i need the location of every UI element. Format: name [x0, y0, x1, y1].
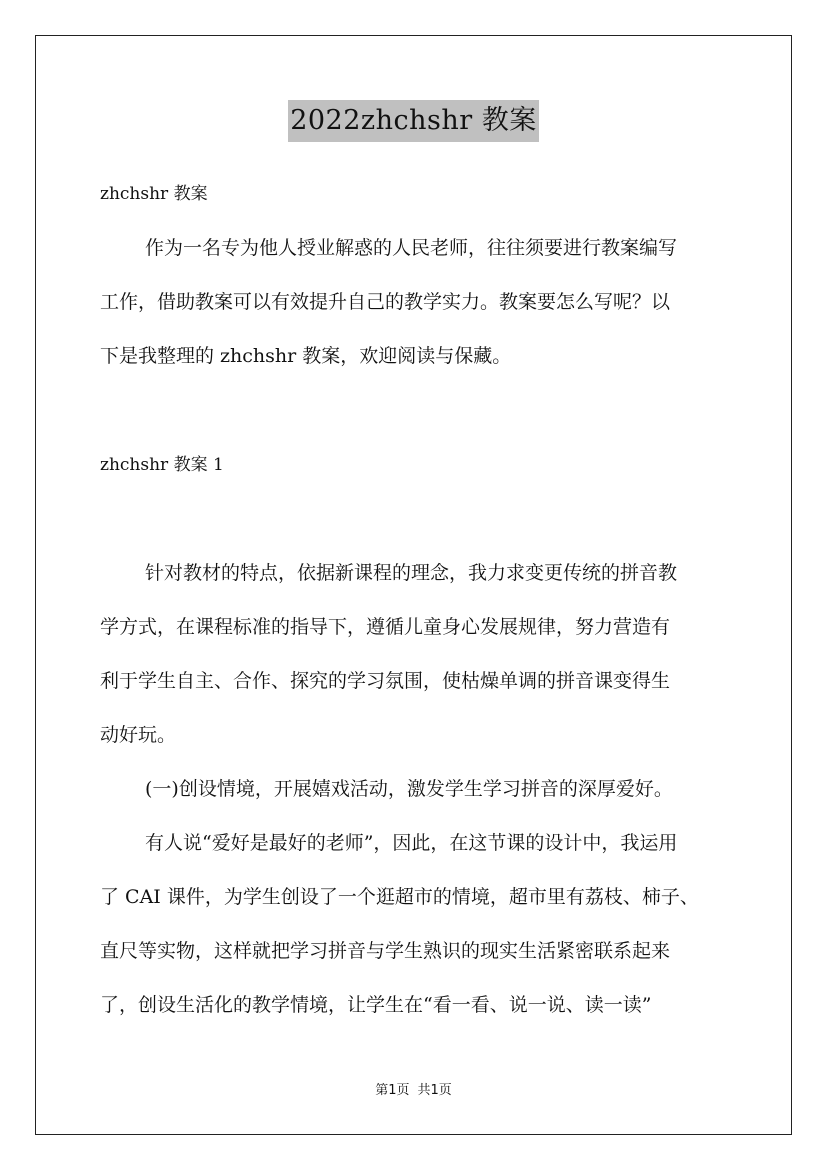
document-title: 2022zhchshr 教案: [288, 100, 539, 142]
intro-line: 作为一名专为他人授业解惑的人民老师，往往须要进行教案编写: [145, 237, 678, 259]
page-number-total: 共1页: [417, 1083, 452, 1098]
body-line: 了 CAI 课件，为学生创设了一个逛超市的情境，超市里有荔枝、柿子、: [100, 886, 699, 908]
section-heading-main: zhchshr 教案: [100, 184, 208, 204]
body-line: 学方式，在课程标准的指导下，遵循儿童身心发展规律，努力营造有: [100, 616, 671, 638]
title-container: [0, 100, 827, 142]
body-line: 有人说“爱好是最好的老师”，因此，在这节课的设计中，我运用: [145, 832, 678, 854]
body-line: 了，创设生活化的教学情境，让学生在“看一看、说一说、读一读”: [100, 994, 652, 1016]
body-line: 针对教材的特点，依据新课程的理念，我力求变更传统的拼音教: [145, 562, 678, 584]
body-line: 直尺等实物，这样就把学习拼音与学生熟识的现实生活紧密联系起来: [100, 940, 671, 962]
page-number-current: 第1页: [375, 1083, 410, 1098]
body-line: (一)创设情境，开展嬉戏活动，激发学生学习拼音的深厚爱好。: [145, 778, 673, 800]
body-line: 动好玩。: [100, 724, 177, 746]
intro-line: 工作，借助教案可以有效提升自己的教学实力。教案要怎么写呢？以: [100, 291, 671, 313]
intro-line: 下是我整理的 zhchshr 教案，欢迎阅读与保藏。: [100, 345, 512, 367]
page-footer: [0, 1083, 827, 1099]
body-line: 利于学生自主、合作、探究的学习氛围，使枯燥单调的拼音课变得生: [100, 670, 671, 692]
section-heading-1: zhchshr 教案 1: [100, 455, 224, 475]
